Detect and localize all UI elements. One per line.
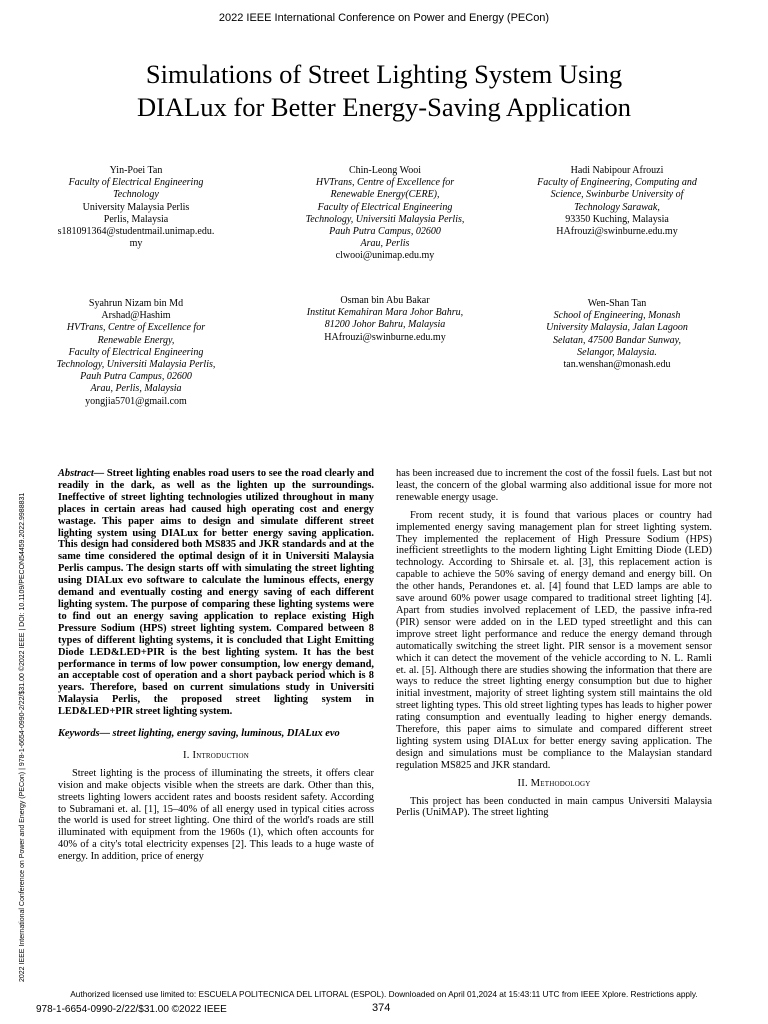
author-affiliation-line: HVTrans, Centre of Excellence for [315, 177, 455, 189]
side-doi-strip: 2022 IEEE International Conference on Power and Energy (PECon) | 978-1-6654-0990-2/22/$31.00 ©2022 IEEE | DOI: 10.1109/PECON54459.2022.9988831 [19, 492, 26, 982]
author-affiliation-line: Pauh Putra Campus, 02600 [80, 371, 192, 383]
abstract [58, 468, 374, 718]
author-affiliation-line: HAfrouzi@swinburne.edu.my [556, 226, 678, 238]
conference-header: 2022 IEEE International Conference on Power and Energy (PECon) [218, 12, 550, 24]
intro-paragraph: Street lighting is the process of illuminating the streets, it offers clear vision and make objects visible when the streets are dark. Other than this, streets lighting lowers accident rates and boosts resident safety. According to Subramani et. al. [1], 15–40% of all energy used in typical cities across the world is used for street lighting. One third of the world's roads are still illuminated with equipment from the 1960s (1), which often accounts for 40% of a city's total electricity expenses [2]. This leads to a huge waste of energy. In addition, price of energy [58, 767, 374, 863]
author-affiliation-line: Arau, Perlis [360, 238, 410, 250]
author-block-5 [290, 295, 480, 344]
author-affiliation-line: Renewable Energy, [97, 334, 175, 346]
author-affiliation-line: tan.wenshan@monash.edu [563, 359, 671, 371]
author-affiliation-line: Faculty of Electrical Engineering [68, 346, 204, 358]
author-block-2 [290, 165, 480, 263]
author-affiliation-line: Faculty of Electrical Engineering [68, 177, 204, 189]
author-affiliation-line: Renewable Energy(CERE), [330, 189, 440, 201]
author-block-6 [522, 298, 712, 371]
author-affiliation-line: 81200 Johor Bahru, Malaysia [324, 319, 446, 331]
author-affiliation-line: Selangor, Malaysia. [577, 346, 657, 358]
author-affiliation-line: Technology [113, 189, 159, 201]
author-affiliation-line: Pauh Putra Campus, 02600 [329, 226, 441, 238]
page-number: 374 [372, 1002, 391, 1014]
author-affiliation-line: HVTrans, Centre of Excellence for [66, 322, 206, 334]
author-block-3 [522, 165, 712, 238]
abstract-text: Street lighting enables road users to see the road clearly and readily in the dark, as well as the lighten up the surroundings. Ineffective of street lighting technologies utilized throughout in many places in certain areas had caused high operating cost and energy wastage. This paper aims to design and simulate different street lighting system using DIALux for better energy saving application. This design had considered both MS835 and JKR standards and at the same time considered the optimal design of it in Universiti Malaysia Perlis campus. The design starts off with simulating the street lighting using DIALux evo software to calculate the luminous effects, energy demand and eventually costing and energy saving of each different lighting system. The purpose of comparing these lighting systems were to find out an energy saving application to replace existing High Pressure Sodium (HPS) street lighting system. Compared between 8 types of different lighting systems, it is concluded that Light Emitting Diode LED&LED+PIR is the best lighting system. It has the best performance in terms of low power consumption, low energy demand, an acceptable cost of operation and a short payback period which is 8 years. Therefore, based on current simulations study in Universiti Malaysia Perlis, the proposed street lighting system in LED&LED+PIR street lighting system. [58, 468, 374, 718]
methodology-paragraph: This project has been conducted in main campus Universiti Malaysia Perlis (UniMAP). The street lighting [396, 795, 712, 819]
author-affiliation-line: HAfrouzi@swinburne.edu.my [324, 331, 446, 343]
footer-isbn: 978-1-6654-0990-2/22/$31.00 ©2022 IEEE [36, 1004, 227, 1015]
author-affiliation-line: s181091364@studentmail.unimap.edu. [57, 226, 215, 238]
author-affiliation-line: Institut Kemahiran Mara Johor Bahru, [306, 307, 464, 319]
title-line-2: DIALux for Better Energy-Saving Application [136, 92, 632, 122]
section-heading-introduction: I. Introduction [183, 749, 249, 761]
author-name: Wen-Shan Tan [587, 298, 647, 309]
author-block-4 [41, 298, 231, 408]
author-affiliation-line: Selatan, 47500 Bandar Sunway, [552, 334, 682, 346]
author-affiliation-line: Technology Sarawak, [574, 201, 660, 213]
author-affiliation-line: 93350 Kuching, Malaysia [565, 213, 669, 225]
author-affiliation-line: my [129, 238, 143, 250]
left-column [58, 468, 374, 869]
author-affiliation-line: Faculty of Electrical Engineering [317, 201, 453, 213]
author-affiliation-line: Faculty of Engineering, Computing and [537, 177, 697, 189]
author-affiliation-line: School of Engineering, Monash [553, 310, 681, 322]
section-heading-methodology: II. Methodology [517, 777, 591, 789]
abstract-label: Abstract— [58, 468, 105, 479]
author-name: Chin-Leong Wooi [348, 165, 422, 176]
body-paragraph-2: From recent study, it is found that various places or country had implemented energy saving management plan for street lighting system. They implemented the replacement of High Pressure Sodium (HPS) inefficient streetlights to the modern lighting Light Emitting Diode (LED) technology. According to Shirsale et. al. [3], this replacement action is capable to achieve the 50% saving of energy demand and energy bill. On the other hands, Perandones et. al. [4] found that LED lamps are able to save around 60% power usage compared to traditional street lighting [4]. Apart from studies involved replacement of LED, the passive infra-red (PIR) sensor were added on in the LED typed streetlight and this can improve street light performance and reduce the energy demand through automatically switching the street light. PIR sensor is a movement sensor which it can detect the movement of the vehicle according to N. L. Ramli et. al. [5]. Although there are studies showing the information that there are ways to reduce the street lighting energy consumption but due to higher initial investment, majority of street lighting system still maintains the old street lighting types. This old street lighting types has leads to higher power rating consumption and eventually leading to higher energy demands. Therefore, this paper aims to simulate and compared different street lighting system using DIALux for better energy saving application. The design and simulations must be compliance to the Malaysian standard regulation MS825 and JKR standard. [396, 509, 712, 771]
author-affiliation-line: clwooi@unimap.edu.my [335, 250, 435, 262]
author-affiliation-line: Arshad@Hashim [101, 310, 171, 322]
footer-authorized-notice: Authorized licensed use limited to: ESCUELA POLITECNICA DEL LITORAL (ESPOL). Downloaded on April 01,2024 at 15:43:11 UTC from IEEE Xplore. Restrictions apply. [70, 989, 698, 999]
author-affiliation-line: Technology, Universiti Malaysia Perlis, [56, 359, 216, 371]
paper-title [60, 58, 708, 124]
author-block-1 [41, 165, 231, 250]
author-name: Hadi Nabipour Afrouzi [570, 165, 664, 176]
author-affiliation-line: University Malaysia Perlis [82, 201, 190, 213]
author-name: Syahrun Nizam bin Md [88, 298, 184, 309]
author-affiliation-line: Technology, Universiti Malaysia Perlis, [305, 213, 465, 225]
author-affiliation-line: Arau, Perlis, Malaysia [90, 383, 182, 395]
author-name: Osman bin Abu Bakar [340, 295, 430, 306]
keywords: Keywords— street lighting, energy saving, luminous, DIALux evo [58, 728, 340, 740]
author-affiliation-line: Perlis, Malaysia [103, 213, 169, 225]
body-paragraph-1: has been increased due to increment the cost of the fossil fuels. Last but not least, the concern of the global warming also additional issue for more not renewable energy usage. [396, 468, 712, 503]
author-name: Yin-Poei Tan [109, 165, 163, 176]
author-affiliation-line: yongjia5701@gmail.com [85, 395, 187, 407]
title-line-1: Simulations of Street Lighting System Using [145, 59, 623, 89]
author-affiliation-line: University Malaysia, Jalan Lagoon [546, 322, 688, 334]
author-affiliation-line: Science, Swinburbe University of [550, 189, 684, 201]
right-column [396, 468, 712, 825]
